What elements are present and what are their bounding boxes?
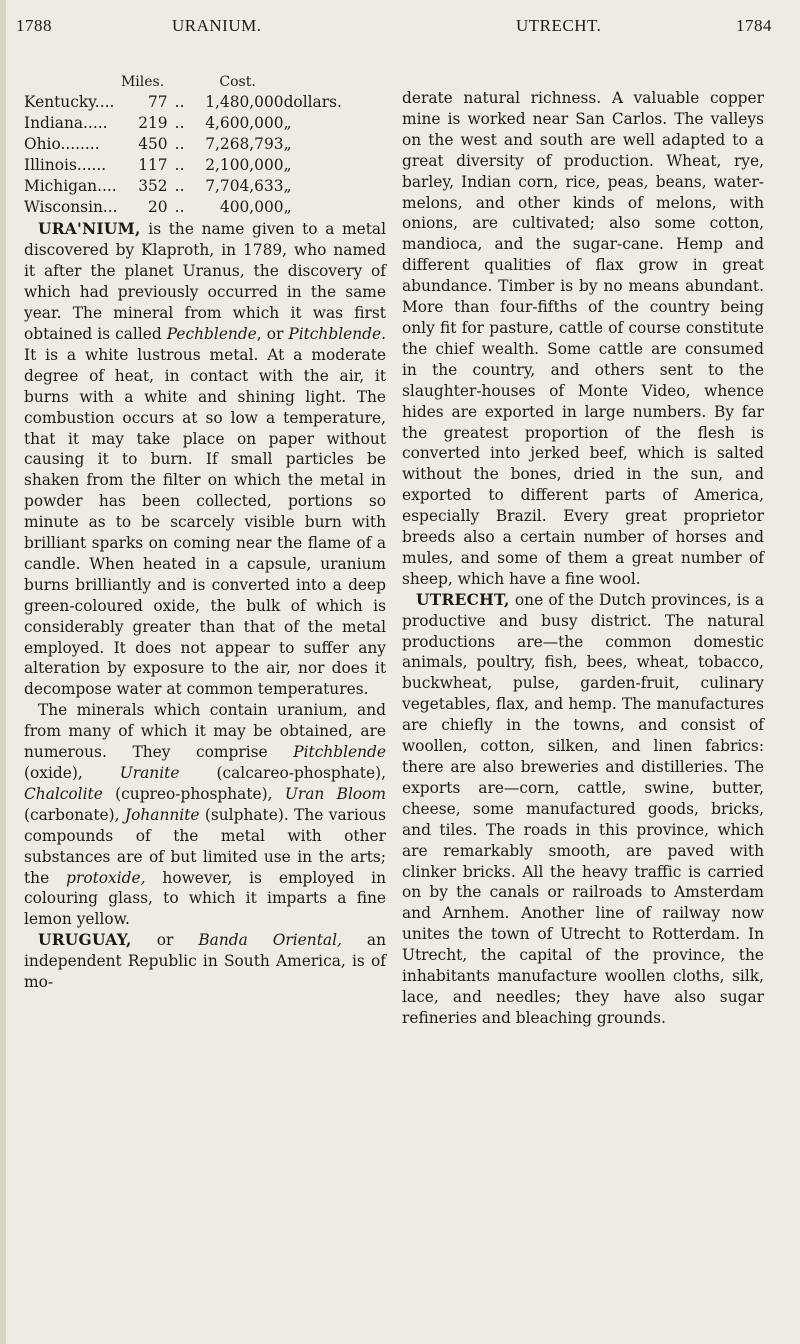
leader-dots: ..: [174, 134, 185, 153]
miles-cell: 219: [138, 113, 168, 132]
state-cell: Indiana.....: [24, 113, 108, 132]
left-running-title: URANIUM.: [172, 16, 262, 35]
unit-cell: „: [283, 176, 292, 195]
railway-statistics-table: [24, 72, 342, 217]
unit-cell: „: [283, 197, 292, 216]
right-page-number: 1784: [736, 16, 772, 35]
cost-cell: 400,000: [219, 197, 284, 216]
cost-cell: 4,600,000: [205, 113, 284, 132]
cost-column-header: Cost.: [219, 74, 256, 90]
table-row: [24, 155, 342, 176]
table-row: [24, 113, 342, 134]
leader-dots: ..: [174, 113, 185, 132]
entry-headword: URUGUAY,: [38, 931, 132, 950]
cost-cell: 2,100,000: [205, 155, 284, 174]
state-cell: Michigan....: [24, 176, 117, 195]
cost-cell: 7,704,633: [205, 176, 284, 195]
miles-cell: 77: [147, 93, 168, 111]
left-column: [24, 72, 386, 993]
unit-cell: „: [283, 155, 292, 174]
table-row: [24, 134, 342, 155]
right-column: [402, 88, 764, 1029]
cost-cell: 1,480,000: [205, 93, 284, 111]
state-cell: Wisconsin...: [24, 197, 118, 216]
table-header-row: [24, 72, 342, 92]
uruguay-entry: URUGUAY, or Banda Oriental, an independent Republic in South America, is of mo-: [24, 931, 386, 992]
running-header: [0, 8, 800, 38]
miles-column-header: Miles.: [120, 74, 165, 90]
right-running-title: UTRECHT.: [516, 16, 602, 35]
leader-dots: ..: [174, 176, 185, 195]
miles-cell: 117: [138, 155, 168, 174]
uranium-minerals-paragraph: The minerals which contain uranium, and from many of which it may be obtained, are numerous. They comprise Pitchblende (oxide), Uranite (calcareo-phosphate), Chalcolite (cupreo-phosphate), Uran Bloom (carbonate), Johannite (sulphate). The various compounds of the metal with other substances are of but limited use in the arts; the protoxide, however, is employed in colouring glass, to which it imparts a fine lemon yellow.: [24, 701, 387, 929]
entry-headword: UTRECHT,: [416, 590, 510, 609]
state-cell: Ohio........: [24, 134, 100, 153]
state-cell: Illinois......: [24, 155, 107, 174]
leader-dots: ..: [174, 155, 185, 174]
unit-cell: dollars.: [283, 93, 342, 111]
leader-dots: ..: [174, 93, 185, 111]
utrecht-entry: UTRECHT, one of the Dutch provinces, is a productive and busy district. The natural productions are—the common domestic animals, poultry, fish, bees, wheat, tobacco, buckwheat, pulse, garden-fruit, culinary vegetables, flax, and hemp. The manufactures are chiefly in the towns, and consist of woollen, cotton, silken, and linen fabrics: there are also breweries and distilleries. The exports are—corn, cattle, swine, butter, cheese, some manufactured goods, bricks, and tiles. The roads in this province, which are remarkably smooth, are paved with clinker bricks. All the heavy traffic is carried on by the canals or railroads to Amsterdam and Arnhem. Another line of railway now unites the town of Utrecht to Rotterdam. In Utrecht, the capital of the province, the inhabitants manufacture woollen cloths, silk, lace, and needles; they have also sugar refineries and bleaching grounds.: [402, 590, 764, 1027]
table-row: [24, 197, 342, 218]
miles-cell: 20: [147, 197, 168, 216]
page-edge: [0, 0, 6, 1344]
state-cell: Kentucky....: [24, 93, 115, 111]
uranium-entry: URA'NIUM, is the name given to a metal discovered by Klaproth, in 1789, who named it after the planet Uranus, the discovery of which had previously occurred in the same year. The mineral from which it was first obtained is called Pechblende, or Pitchblende. It is a white lustrous metal. At a moderate degree of heat, in contact with the air, it burns with a white and shining light. The combustion occurs at so low a temperature, that it may take place on paper without causing it to burn. If small particles be shaken from the filter on which the metal in powder has been collected, portions so minute as to be scarcely visible burn with brilliant sparks on coming near the flame of a candle. When heated in a capsule, uranium burns brilliantly and is converted into a deep green-coloured oxide, the bulk of which is considerably greater than that of the metal employed. It does not appear to suffer any alteration by exposure to the air, nor does it decompose water at common temperatures.: [24, 220, 386, 699]
unit-cell: „: [283, 134, 292, 153]
entry-headword: URA'NIUM,: [38, 220, 141, 239]
cost-cell: 7,268,793: [205, 134, 284, 153]
uruguay-entry-continued: derate natural richness. A valuable copper mine is worked near San Carlos. The valleys on the west and south are well adapted to a great diversity of production. Wheat, rye, barley, Indian corn, rice, peas, beans, water-melons, and other kinds of melons, with onions, are cultivated; also some cotton, mandioca, and the sugar-cane. Hemp and different qualities of flax grow in great abundance. Timber is by no means abundant. More than four-fifths of the country being only fit for pasture, cattle of course constitute the chief wealth. Some cattle are consumed in the country, and others sent to the slaughter-houses of Monte Video, whence hides are exported in large numbers. By far the greatest proportion of the flesh is converted into jerked beef, which is salted without the bones, dried in the sun, and exported to different parts of America, especially Brazil. Every great proprietor breeds also a certain number of horses and mules, and some of them a great number of sheep, which have a fine wool.: [402, 89, 764, 588]
table-row: [24, 176, 342, 197]
table-row: [24, 92, 342, 113]
left-page-number: 1788: [16, 16, 52, 35]
unit-cell: „: [283, 113, 292, 132]
miles-cell: 450: [138, 134, 168, 153]
miles-cell: 352: [138, 176, 168, 195]
leader-dots: ..: [174, 197, 185, 216]
